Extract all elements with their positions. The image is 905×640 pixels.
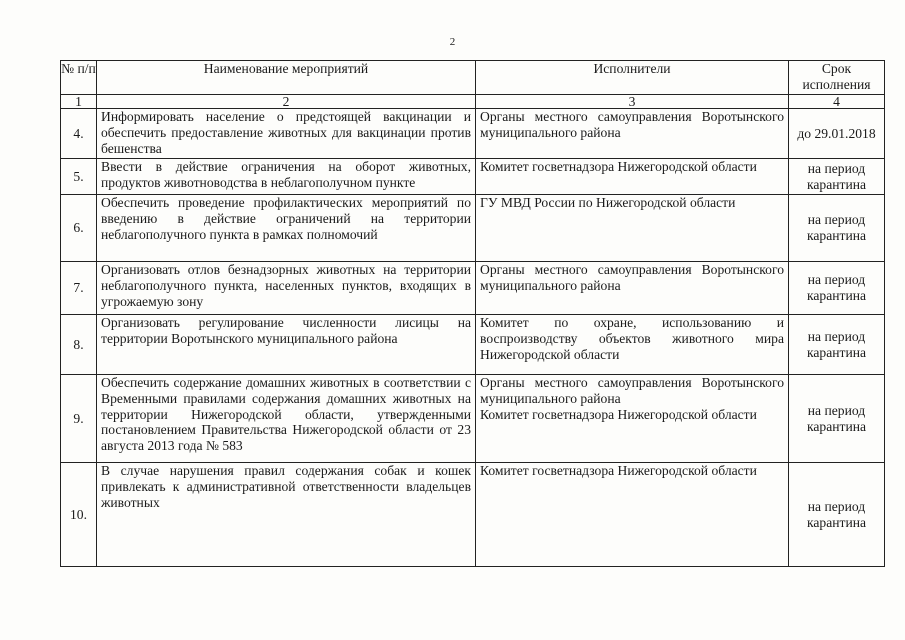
page-number: 2: [449, 36, 456, 48]
row-number: 5.: [61, 159, 97, 195]
row-number: 9.: [61, 375, 97, 463]
row-deadline: до 29.01.2018: [789, 109, 885, 159]
row-activity: Ввести в действие ограничения на оборот животных, продуктов животноводства в неблагополучном пункте: [97, 159, 476, 195]
column-index: 3: [476, 95, 789, 109]
row-activity: Обеспечить содержание домашних животных в соответствии с Временными правилами содержания домашних животных на территории Нижегородской области, утвержденными постановлением Правительства Нижегородской области от 23 августа 2013 года № 583: [97, 375, 476, 463]
executor: Комитет госветнадзора Нижегородской области: [480, 406, 757, 422]
row-activity: Обеспечить проведение профилактических мероприятий по введению в действие ограничений на территории неблагополучного пункта в рамках полномочий: [97, 195, 476, 262]
row-executors: [476, 375, 789, 463]
row-number: 8.: [61, 315, 97, 375]
row-executors: [476, 315, 789, 375]
row-number: 6.: [61, 195, 97, 262]
row-deadline: на период карантина: [789, 195, 885, 262]
column-index-row: [61, 95, 885, 109]
column-index: 4: [789, 95, 885, 109]
executor: Комитет госветнадзора Нижегородской области: [480, 159, 757, 174]
row-number: 10.: [61, 463, 97, 567]
executor: ГУ МВД России по Нижегородской области: [480, 195, 736, 210]
header-num: № п/п: [61, 61, 97, 95]
row-activity: Организовать регулирование численности лисицы на территории Воротынского муниципального района: [97, 315, 476, 375]
row-number: 4.: [61, 109, 97, 159]
activities-table: [60, 60, 885, 567]
executor: Комитет по охране, использованию и воспроизводству объектов животного мира Нижегородской области: [480, 315, 784, 362]
column-index: 2: [97, 95, 476, 109]
table-row: [61, 159, 885, 195]
header-executors: Исполнители: [476, 61, 789, 95]
executor: Органы местного самоуправления Воротынского муниципального района: [480, 262, 784, 293]
table-row: [61, 109, 885, 159]
table-row: [61, 262, 885, 315]
row-number: 7.: [61, 262, 97, 315]
row-deadline: на период карантина: [789, 375, 885, 463]
executor: Комитет госветнадзора Нижегородской области: [480, 463, 757, 478]
row-executors: [476, 463, 789, 567]
header-deadline: Срок исполнения: [789, 61, 885, 95]
row-executors: [476, 195, 789, 262]
table-row: [61, 463, 885, 567]
row-deadline: на период карантина: [789, 159, 885, 195]
table-row: [61, 315, 885, 375]
executor: Органы местного самоуправления Воротынского муниципального района: [480, 375, 784, 406]
row-activity: Организовать отлов безнадзорных животных на территории неблагополучного пункта, населенных пунктов, входящих в угрожаемую зону: [97, 262, 476, 315]
table-row: [61, 195, 885, 262]
executor: Органы местного самоуправления Воротынского муниципального района: [480, 109, 784, 140]
row-executors: [476, 262, 789, 315]
row-deadline: на период карантина: [789, 463, 885, 567]
column-index: 1: [61, 95, 97, 109]
row-deadline: на период карантина: [789, 315, 885, 375]
row-activity: В случае нарушения правил содержания собак и кошек привлекать к административной ответственности владельцев животных: [97, 463, 476, 567]
header-activity: Наименование мероприятий: [97, 61, 476, 95]
row-executors: [476, 159, 789, 195]
row-activity: Информировать население о предстоящей вакцинации и обеспечить предоставление животных для вакцинации против бешенства: [97, 109, 476, 159]
table-header-row: [61, 61, 885, 95]
table-row: [61, 375, 885, 463]
row-deadline: на период карантина: [789, 262, 885, 315]
row-executors: [476, 109, 789, 159]
